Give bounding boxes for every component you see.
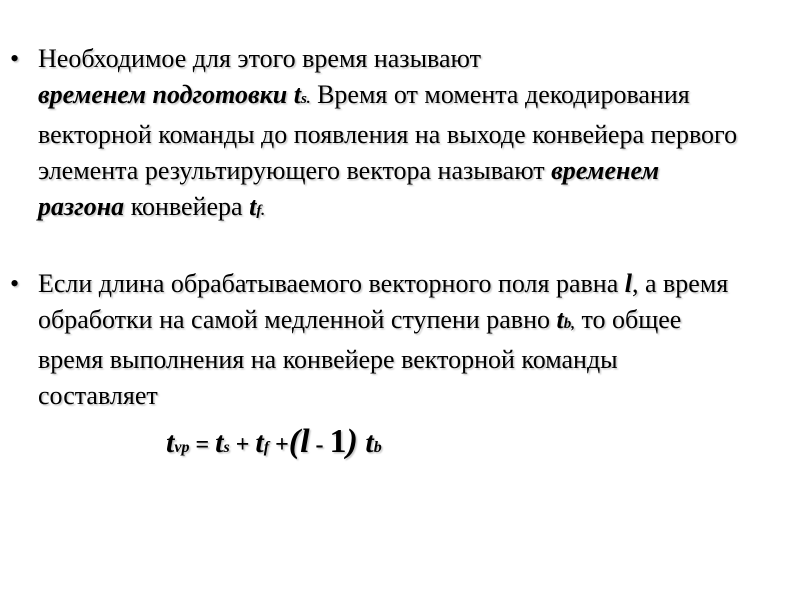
bullet-text: конвейера xyxy=(124,192,250,221)
bullet-marker: • xyxy=(10,44,20,73)
term-preparation-time: временем подготовки t xyxy=(38,80,301,109)
formula-open-paren: ( xyxy=(288,423,301,460)
formula-t-vp: t xyxy=(166,426,175,459)
formula-l: l xyxy=(300,423,310,460)
formula-one: 1 xyxy=(329,423,347,460)
formula-plus: + xyxy=(229,432,256,458)
variable-t-subscript: b, xyxy=(563,316,575,332)
formula xyxy=(166,422,382,468)
bullet-item-total-time xyxy=(10,266,738,414)
term-preparation-time-subscript: s. xyxy=(300,91,311,107)
formula-plus: + xyxy=(269,432,289,458)
formula-t-s-subscript: s xyxy=(223,439,230,456)
formula-t-b-subscript: b xyxy=(373,439,382,456)
formula-t-b: t xyxy=(357,426,374,459)
bullet-text: Необходимое для этого время называют xyxy=(38,44,481,73)
bullet-marker: • xyxy=(10,269,20,298)
bullet-text: то общее время выполнения на конвейере векторной команды составляет xyxy=(38,305,682,410)
formula-close-paren: ) xyxy=(346,423,358,460)
formula-t-f: t xyxy=(255,426,264,459)
formula-equals: = xyxy=(189,432,216,458)
variable-t-subscript: f. xyxy=(256,203,266,219)
bullet-text: Время от момента декодирования векторной команды до появления на выходе конвейера первого элемента результирующего вектора называют xyxy=(38,80,738,185)
bullet-text: , а время обработки на самой медленной ступени равно xyxy=(38,269,729,334)
variable-l: l xyxy=(624,269,632,298)
formula-t-f-subscript: f xyxy=(263,439,270,456)
bullet-item-preparation-time xyxy=(10,41,738,229)
formula-t-vp-subscript: vp xyxy=(174,439,190,456)
formula-minus: - xyxy=(309,432,330,458)
formula-t-s: t xyxy=(215,426,224,459)
variable-t: t xyxy=(249,192,257,221)
variable-t: t xyxy=(556,305,564,334)
term-acceleration-time: временем разгона xyxy=(38,156,660,221)
bullet-text: Если длина обрабатываемого векторного поля равна xyxy=(38,269,625,298)
